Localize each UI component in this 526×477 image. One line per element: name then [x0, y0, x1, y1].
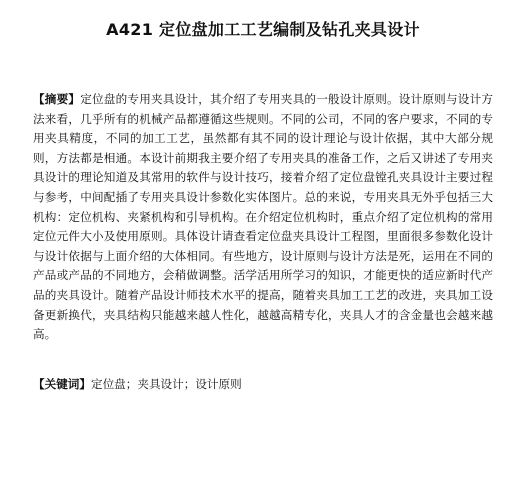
abstract-label: 【摘要】 — [33, 92, 81, 106]
keywords-text: 定位盘；夹具设计；设计原则 — [90, 377, 242, 391]
abstract-paragraph — [33, 90, 493, 345]
keywords-line — [33, 375, 493, 395]
abstract-text: 定位盘的专用夹具设计，其介绍了专用夹具的一般设计原则。设计原则与设计方法来看，几乎所有的机械产品都遵循这些规则。不同的公司，不同的客户要求，不同的专用夹具精度，不同的加工工艺，虽然都有其不同的设计理论与设计依据，其中大部分规则，方法都是相通。本设计前期我主要介绍了专用夹具的准备工作，之后又讲述了专用夹具设计的理论知道及其常用的软件与设计技巧，接着介绍了定位盘镗孔夹具设计主要过程与参考，中间配插了专用夹具设计参数化实体图片。总的来说，专用夹具无外乎包括三大机构：定位机构、夹紧机构和引导机构。在介绍定位机构时，重点介绍了定位机构的常用定位元件大小及使用原则。具体设计请查看定位盘夹具设计工程图，里面很多参数化设计与设计依据与上面介绍的大体相同。有些地方，设计原则与设计方法是死，运用在不同的产品或产品的不同地方，会稍做调整。活学活用所学习的知识，才能更快的适应新时代产品的夹具设计。随着产品设计师技术水平的提高，随着夹具加工工艺的改进，夹具加工设备更新换代，夹具结构只能越来越人性化，越越高精专化，夹具人才的含金量也会越来越高。 — [33, 92, 493, 342]
document-title: A421 定位盘加工工艺编制及钻孔夹具设计 — [106, 20, 420, 39]
keywords-label: 【关键词】 — [33, 377, 91, 391]
